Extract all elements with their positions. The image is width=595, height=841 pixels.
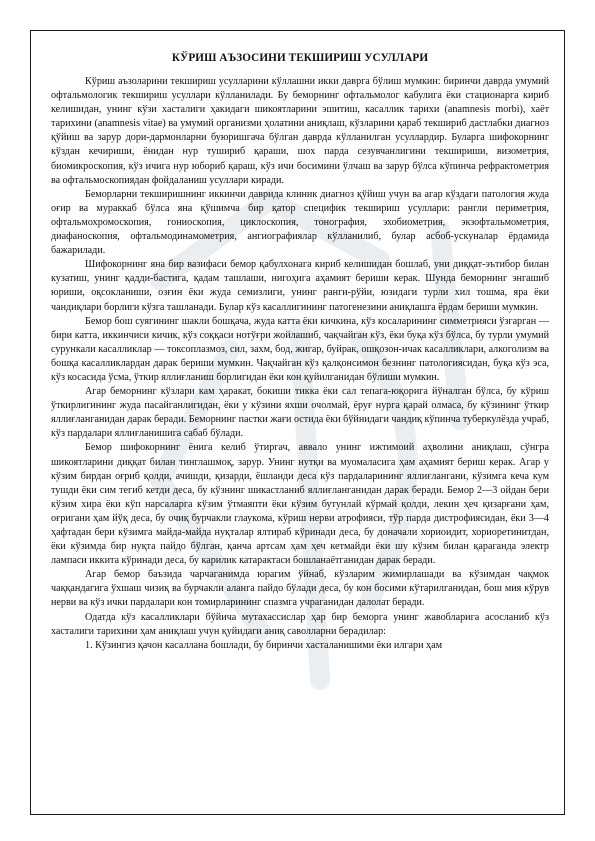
paragraph: 1. Кўзингиз қачон касаллана бошлади, бу биринчи хасталанишими ёки илгари ҳам bbox=[85, 639, 443, 651]
paragraph: Агар беморнинг кўзлари кам ҳаракат, бокиши тикка ёки сал тепага-юқорига йўналган бўлса, бу кўриш ўткирлигининг жуда пасайганлигидан, ёки у кўзини яхши очолмай, ёруғ нурга қарай олмаса, бу кўзининг ўткир яллиғланганидан дарак беради. Беморнинг пастки жағи остида ёки бўйнидаги чандиқ кўпинча туберкулёзда учраб, кўз пардалари яллиғланишига сабаб бўлади. bbox=[51, 386, 549, 440]
paragraph: Одатда кўз касалликлари бўйича мутахассислар ҳар бир беморга унинг жавобларига асосланиб кўз хасталиги тарихини ҳам аниқлаш учун қуйидаги аниқ саволларни берадилар: bbox=[51, 611, 549, 637]
paragraph: Бемор бош суягининг шакли бошқача, жуда катта ёки кичкина, кўз косаларининг симметрияси ўзгарган — бири катта, иккинчиси кичик, кўз соққаси нотўғри жойлашиб, чақчайган кўз, ёки буқа кўз бўлса, бу турли умумий сурункали касалликлар — токсоплазмоз, сил, захм, бод, жигар, буйрак, ошқозон-ичак касалликлари, алкоголизм ва бошқа касалликлардан дарак бериши мумкин. Чақчайган кўз қалқонсимон безнинг патологиясидан, буқа кўз эса, кўз косасида ўсма, ўткир яллиғланиш борлигидан ёки кон қуйилганидан бўлиши мумкин. bbox=[51, 315, 549, 383]
document-title: КЎРИШ АЪЗОСИНИ ТЕКШИРИШ УСУЛЛАРИ bbox=[171, 52, 429, 64]
paragraph: Кўриш аъзоларини текшириш усулларини кўллашни икки даврга бўлиш мумкин: биринчи даврда умумий офтальмологик текшириш усуллари кўлланилади. Бу беморнинг офтальмолог кабулига ёки стационарга кириб келишидан, унинг кўзи хасталиги ҳакидаги шикоятларини эшитиш, касаллик тарихи (anamnesis morbi), хаёт тарихини (anamnesis vitae) ва умумий организми ҳолатини аниқлаш, кўзларини қараб текшириб дастлабки диагноз қўйиш ва зарур дори-дармонларни буюришгача бўлган даврда кўлланилган усуллардир. Буларга шифокорнинг кўздан кечириши, ёнидан нур тушириб қараши, шох парда сезувчанлигини текшириши, визометрия, биомикроскопия, кўз ичига нур юбориб қараш, кўз ичи босимини ўлчаш ва зарур бўлса кўпинча рефрактометрия ва офтальмоскопиядан фойдаланиш усуллари киради. bbox=[51, 76, 549, 186]
paragraph: Бемор шифокорнинг ёнига келиб ўтиргач, аввало унинг ижтимоий аҳволини аниқлаш, сўнгра шикоятларини диққат билан тинглашмоқ, зарур. Унинг нутқи ва муомаласига ҳам аҳамият бериш керак. Агар у кўзим бирдан оғриб қолди, ачишди, қизарди, ёшланди деса кўз пардаларининг яллиғлангани, кўзимга кеча кум тушди ёки сим тегиб кетди деса, бу кўзнинг шикастланиб яллиғланганидан дарак беради. Бемор 2—3 ойдан бери кўзим хира ёки кўп нарсаларга кўзим ўтмаяпти ёки кўзим бутунлай кўрмай қолди, лекин ҳеч қизарғани ҳам, оғригани ҳам йўқ деса, бу очиқ бурчакли глаукома, кўриш нерви атрофияси, тўр парда дистрофиясидан, ёки 3—4 ҳафтадан бери кўзимга майда-майда нуқталар ялтираб кўринади деса, бу доначали хориоидит, хориоретинитдан, ёки кўзимда бир нуқта пайдо бўлган, қанча артсам ҳам ҳеч кетмайди ёки шу кўзим билан қараганда электр лампаси иккита кўринади деса, бу карилик катарактаси бошланаётганидан дарак беради. bbox=[51, 442, 549, 567]
document-body bbox=[51, 51, 549, 653]
paragraph: Шифокорнинг яна бир вазифаси бемор қабулхонага кириб келишидан бошлаб, уни диққат-эътибор билан кузатиш, унинг қадди-бастига, қадам ташлаши, нигоҳига аҳамият бериши керак. Шунда беморнинг энгашиб юриши, оқсокланиши, озғин ёки жуда семизлиги, унинг ранги-рўйи, юзидаги турли хил тошма, яра ёки чандиқлари борлиги кўзга ташланади. Булар кўз касаллигининг патогенезини аниқлашга ёрдам бериши мумкин. bbox=[51, 259, 549, 313]
paragraph: Беморларни текширишнинг иккинчи даврида клиник диагноз қўйиш учун ва агар кўздаги патология жуда оғир ва мураккаб бўлса яна қўшимча бир қатор специфик текшириш усуллари: рангли периметрия, офтальмохромоскопия, гониоскопия, циклоскопия, тонография, эхобиометрия, экзофтальмометрия, диафаноскопия, офтальмодинамометрия, ангиографиялар кўлланилиб, булар асбоб-ускуналар ёрдамида бажарилади. bbox=[51, 188, 549, 257]
paragraph: Агар бемор баъзида чарчаганимда юрагим ўйнаб, кўзларим жимирлашади ва кўзимдан чақмок чаққандагига ўхшаш чизиқ ва бурчакли аланга пайдо бўлади деса, бу кон босими кўтарилганидан, бош мия кўрув нерви ва кўз ички пардалари кон томирларининг спазмга учраганидан далолат беради. bbox=[51, 569, 549, 609]
